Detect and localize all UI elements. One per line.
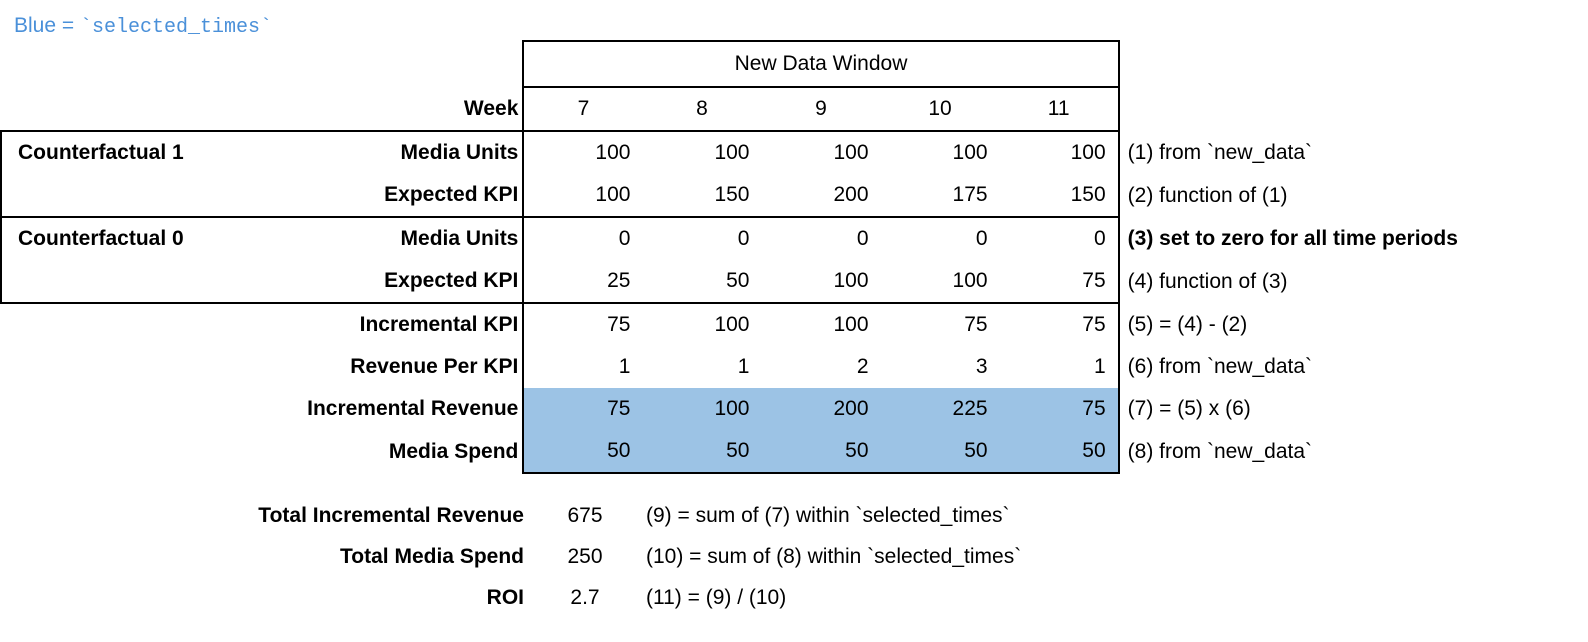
spacer <box>1 388 215 430</box>
cell-value: 25 <box>523 260 642 303</box>
row-note: (2) function of (1) <box>1127 183 1288 207</box>
summary-label-total-media-spend: Total Media Spend <box>340 544 524 568</box>
spacer <box>1 303 215 346</box>
cell-value: 0 <box>642 217 761 260</box>
row-label-incremental-kpi: Incremental KPI <box>359 313 519 336</box>
cell-value: 0 <box>761 217 880 260</box>
table-row <box>1 346 1587 388</box>
cell-value-selected: 225 <box>881 388 1000 430</box>
summary-label-total-incremental-revenue: Total Incremental Revenue <box>258 503 524 527</box>
summary-table <box>0 495 1021 618</box>
cell-value: 75 <box>1000 303 1119 346</box>
row-note: (4) function of (3) <box>1127 269 1288 293</box>
cell-value-selected: 100 <box>642 388 761 430</box>
cell-value: 1 <box>737 355 750 378</box>
cell-value: 100 <box>761 260 880 303</box>
cell-value: 100 <box>833 313 869 336</box>
row-note: (1) from `new_data` <box>1127 140 1313 164</box>
row-note: (8) from `new_data` <box>1127 439 1313 463</box>
row-label-revenue-per-kpi: Revenue Per KPI <box>350 355 519 378</box>
spacer <box>1 87 215 131</box>
summary-note: (9) = sum of (7) within `selected_times` <box>646 503 1010 527</box>
legend-code: `selected_times` <box>79 16 272 39</box>
cell-value-selected: 75 <box>523 388 642 430</box>
legend-prefix: Blue = <box>14 14 80 37</box>
summary-row <box>0 577 1021 618</box>
counterfactual-table-container <box>0 40 1588 474</box>
week-header-8: 8 <box>696 97 708 120</box>
spacer <box>1 346 215 388</box>
cell-value: 1 <box>1000 346 1119 388</box>
counterfactual-table <box>0 40 1588 474</box>
table-row <box>1 303 1587 346</box>
group-label-spacer <box>1 260 215 303</box>
week-header-10: 10 <box>928 97 952 120</box>
cell-value: 150 <box>1000 174 1119 217</box>
cell-value: 75 <box>523 303 642 346</box>
cell-value: 175 <box>952 183 988 206</box>
cell-value: 2 <box>856 355 869 378</box>
summary-note: (11) = (9) / (10) <box>646 585 787 609</box>
week-header-row <box>1 87 1587 131</box>
row-label-expected-kpi: Expected KPI <box>384 183 519 206</box>
week-label: Week <box>463 96 519 120</box>
summary-note: (10) = sum of (8) within `selected_times` <box>646 544 1022 568</box>
summary-value-roi: 2.7 <box>570 585 600 609</box>
cell-value: 150 <box>714 183 750 206</box>
cell-value-selected: 50 <box>761 430 880 473</box>
cell-value: 100 <box>523 131 642 174</box>
summary-block <box>0 495 1588 618</box>
cell-value-selected: 200 <box>761 388 880 430</box>
group-label-counterfactual-0: Counterfactual 0 <box>1 217 215 260</box>
summary-value-total-incremental-revenue: 675 <box>567 503 603 527</box>
row-label-media-units: Media Units <box>215 131 524 174</box>
cell-value: 100 <box>761 131 880 174</box>
cell-value: 100 <box>714 313 750 336</box>
week-header-11: 11 <box>1000 87 1119 131</box>
cell-value-selected: 50 <box>1000 430 1119 473</box>
cell-value: 100 <box>881 131 1000 174</box>
week-header-9: 9 <box>815 97 827 120</box>
row-label-expected-kpi: Expected KPI <box>215 260 524 303</box>
table-row <box>1 217 1587 260</box>
summary-label-roi: ROI <box>486 585 524 609</box>
table-row <box>1 260 1587 303</box>
cell-value: 3 <box>975 355 988 378</box>
cell-value-selected: 75 <box>1000 388 1119 430</box>
spacer <box>1119 87 1587 131</box>
legend <box>14 14 272 39</box>
cell-value-selected: 50 <box>523 430 642 473</box>
table-row <box>1 388 1587 430</box>
cell-value: 100 <box>1000 131 1119 174</box>
cell-value-selected: 50 <box>642 430 761 473</box>
cell-value: 100 <box>523 174 642 217</box>
group-label-spacer <box>1 174 215 217</box>
spacer <box>1 41 215 87</box>
row-note: (7) = (5) x (6) <box>1127 397 1251 420</box>
cell-value: 0 <box>523 217 642 260</box>
spacer <box>215 41 524 87</box>
row-label-media-spend: Media Spend <box>388 439 519 463</box>
week-header-7: 7 <box>523 87 642 131</box>
table-row <box>1 174 1587 217</box>
cell-value: 0 <box>881 217 1000 260</box>
row-label-media-units: Media Units <box>215 217 524 260</box>
spacer <box>1119 41 1587 87</box>
cell-value: 75 <box>1000 260 1119 303</box>
cell-value: 100 <box>881 260 1000 303</box>
cell-value: 0 <box>1000 217 1119 260</box>
summary-value-total-media-spend: 250 <box>567 544 603 568</box>
cell-value: 200 <box>833 183 869 206</box>
cell-value: 1 <box>523 346 642 388</box>
summary-row <box>0 495 1021 536</box>
row-note: (5) = (4) - (2) <box>1127 312 1248 336</box>
cell-value: 50 <box>642 260 761 303</box>
cell-value: 75 <box>964 313 988 336</box>
table-row <box>1 430 1587 473</box>
window-title-row <box>1 41 1587 87</box>
group-label-counterfactual-1: Counterfactual 1 <box>1 131 215 174</box>
table-row <box>1 131 1587 174</box>
new-data-window-title: New Data Window <box>523 41 1118 87</box>
summary-row <box>0 536 1021 577</box>
cell-value-selected: 50 <box>881 430 1000 473</box>
spacer <box>1 430 215 473</box>
cell-value: 100 <box>642 131 761 174</box>
row-label-incremental-revenue: Incremental Revenue <box>307 397 519 420</box>
row-note: (3) set to zero for all time periods <box>1127 226 1458 250</box>
row-note: (6) from `new_data` <box>1127 355 1313 378</box>
